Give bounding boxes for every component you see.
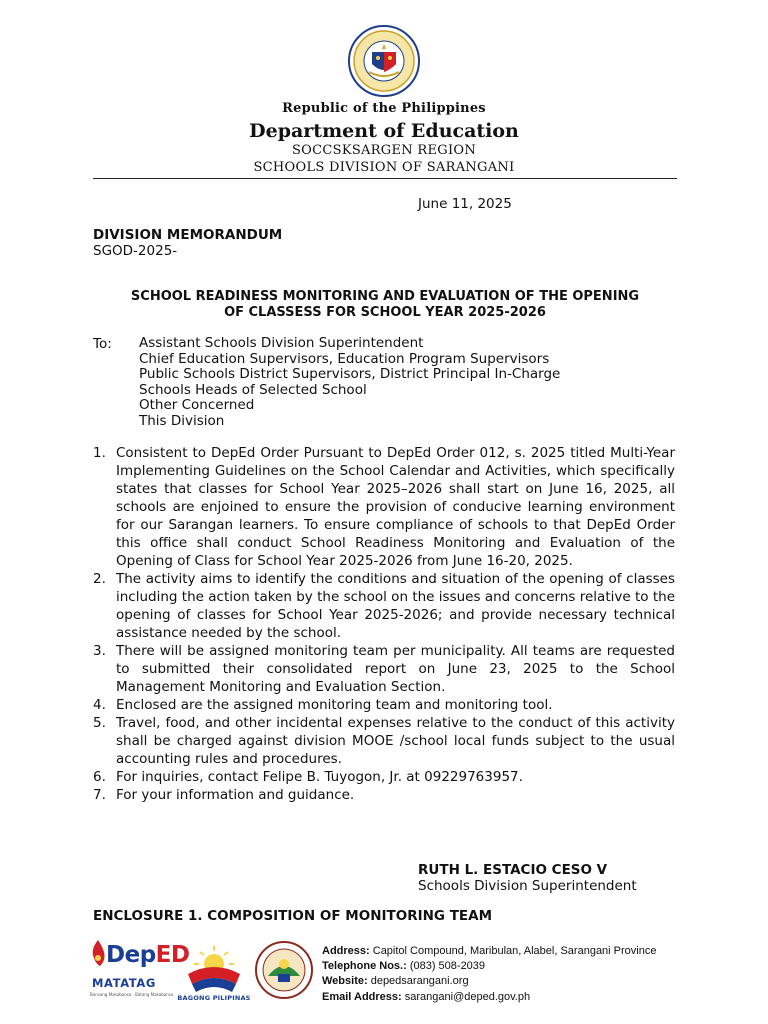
- signatory-title: Schools Division Superintendent: [418, 878, 637, 894]
- memo-number: SGOD-2025-: [93, 243, 178, 259]
- email-value: sarangani@deped.gov.ph: [404, 990, 531, 1003]
- deped-matatag-logo: [88, 938, 190, 1004]
- deped-wordmark: [106, 942, 189, 968]
- item-number: 4.: [93, 697, 106, 713]
- subject-line: OF CLASSESS FOR SCHOOL YEAR 2025-2026: [224, 305, 546, 320]
- memo-date: June 11, 2025: [418, 196, 512, 212]
- department-heading: Department of Education: [249, 120, 519, 142]
- recipient-item: This Division: [139, 412, 225, 429]
- website-line: [322, 974, 656, 989]
- body-item: [93, 696, 675, 714]
- header-divider: [93, 178, 677, 179]
- item-number: 6.: [93, 769, 106, 785]
- memo-subject: [93, 289, 677, 321]
- body-item: [93, 642, 675, 696]
- subject-line: SCHOOL READINESS MONITORING AND EVALUATION OF THE OPENING: [130, 289, 640, 304]
- deped-wordmark-part: ED: [155, 942, 190, 968]
- deped-seal-icon: [347, 24, 421, 98]
- signatory-name: RUTH L. ESTACIO CESO V: [418, 862, 608, 878]
- address-line: [322, 944, 656, 959]
- item-text: There will be assigned monitoring team per municipality. All teams are requested to submitted their consolidated report on June 23, 2025 to the School Management Monitoring and Evaluation Section.: [116, 643, 675, 695]
- item-number: 1.: [93, 445, 106, 461]
- website-value: depedsarangani.org: [370, 975, 469, 988]
- item-number: 7.: [93, 787, 106, 803]
- matatag-tagline: Bansang Makabansa · Batang Makabansa: [90, 992, 174, 997]
- deped-wordmark-part: Dep: [106, 942, 156, 968]
- email-label: Email Address:: [322, 990, 402, 1003]
- body-item: [93, 714, 675, 768]
- body-item: [93, 786, 675, 804]
- republic-heading: Republic of the Philippines: [282, 101, 486, 116]
- email-line: [322, 990, 656, 1005]
- recipient-item: Other Concerned: [139, 397, 255, 414]
- memo-type: DIVISION MEMORANDUM: [93, 227, 283, 243]
- telephone-value: (083) 508-2039: [409, 960, 486, 973]
- division-seal-icon: [254, 940, 314, 1000]
- item-number: 5.: [93, 715, 106, 731]
- item-text: Consistent to DepEd Order Pursuant to DepEd Order 012, s. 2025 titled Multi-Year Implementing Guidelines on the School Calendar and Activities, which specifically states that classes for School Year 2025–2026 shall start on June 16, 2025, all schools are enjoined to ensure the provision of conducive learning environment for our Sarangan learners. To ensure compliance of schools to that DepEd Order this office shall conduct School Readiness Monitoring and Evaluation of the Opening of Class for School Year 2025-2026 from June 16-20, 2025.: [116, 445, 675, 569]
- item-number: 2.: [93, 571, 106, 587]
- recipient-item: Schools Heads of Selected School: [139, 381, 367, 398]
- contact-block: [322, 944, 656, 1005]
- division-heading: SCHOOLS DIVISION OF SARANGANI: [253, 160, 515, 175]
- address-value: Capitol Compound, Maribulan, Alabel, Sarangani Province: [372, 945, 657, 957]
- item-text: Enclosed are the assigned monitoring team and monitoring tool.: [116, 697, 553, 713]
- telephone-label: Telephone Nos.:: [322, 960, 407, 973]
- recipient-item: Chief Education Supervisors, Education Program Supervisors: [139, 350, 550, 367]
- recipient-list: [139, 336, 560, 430]
- item-number: 3.: [93, 643, 106, 659]
- item-text: The activity aims to identify the conditions and situation of the opening of classes including the action taken by the school on the issues and concerns relative to the opening of classes for School Year 2025-2026; and provide necessary technical assistance needed by the school.: [116, 571, 675, 641]
- memo-body-list: [93, 444, 675, 804]
- body-item: [93, 768, 675, 786]
- body-item: [93, 444, 675, 570]
- website-label: Website:: [322, 975, 368, 988]
- item-text: For inquiries, contact Felipe B. Tuyogon, Jr. at 09229763957.: [116, 769, 523, 785]
- recipient-item: Assistant Schools Division Superintendent: [139, 335, 424, 351]
- address-label: Address:: [322, 945, 370, 957]
- body-item: [93, 570, 675, 642]
- recipient-item: Public Schools District Supervisors, District Principal In-Charge: [139, 366, 561, 383]
- to-label: To:: [93, 336, 112, 352]
- item-text: For your information and guidance.: [116, 787, 355, 803]
- region-heading: SOCCSKSARGEN REGION: [291, 143, 477, 158]
- item-text: Travel, food, and other incidental expenses relative to the conduct of this activity shall be charged against division MOOE /school local funds subject to the usual accounting rules and procedures.: [116, 715, 675, 767]
- bagong-pilipinas-label: BAGONG PILIPINAS: [177, 994, 251, 1002]
- telephone-line: [322, 959, 656, 974]
- matatag-wordmark: MATATAG: [92, 976, 156, 990]
- enclosure-heading: ENCLOSURE 1. COMPOSITION OF MONITORING TEAM: [93, 908, 493, 924]
